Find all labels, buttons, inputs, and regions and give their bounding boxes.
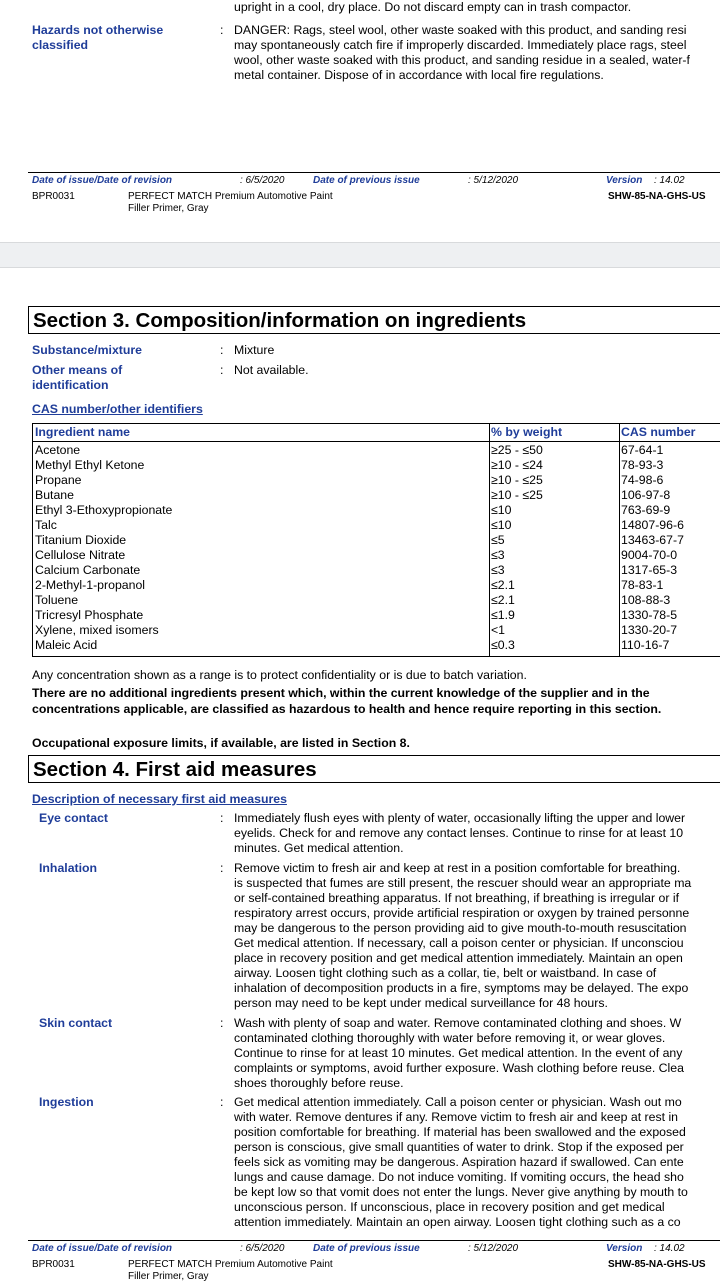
ingredient-weight: ≤5: [491, 533, 505, 547]
ingredients-table: [32, 423, 720, 657]
ingredient-cas: 1330-78-5: [621, 608, 678, 622]
table-header: [33, 424, 720, 442]
ingredient-name: Tricresyl Phosphate: [35, 608, 144, 622]
footer-prev-label: Date of previous issue: [313, 1243, 420, 1254]
page-footer: [28, 172, 720, 223]
ingredient-cas: 1317-65-3: [621, 563, 678, 577]
footer-prev-label: Date of previous issue: [313, 175, 420, 186]
ingredient-name: Propane: [35, 473, 82, 487]
ingredient-weight: ≥10 - ≤24: [491, 458, 543, 472]
ingredient-cas: 9004-70-0: [621, 548, 678, 562]
ingredient-weight: ≤0.3: [491, 638, 515, 652]
ingredient-cas: 110-16-7: [621, 638, 670, 652]
footer-issue-label: Date of issue/Date of revision: [32, 1243, 173, 1254]
ingredient-weight: ≥10 - ≤25: [491, 473, 543, 487]
ingredient-weight: ≥25 - ≤50: [491, 443, 543, 457]
ingredient-weight: ≤2.1: [491, 578, 515, 592]
other-means-label: Other means of identification: [32, 363, 123, 392]
ingredient-name: 2-Methyl-1-propanol: [35, 578, 146, 592]
page-gap: [0, 242, 720, 268]
ingredient-cas: 106-97-8: [621, 488, 671, 502]
ingredient-cas: 78-93-3: [621, 458, 664, 472]
ingredient-name: Butane: [35, 488, 74, 502]
footer-version-label: Version: [606, 175, 643, 186]
inhalation-text: Remove victim to fresh air and keep at rest in a position comfortable for breathing. is suspected that fumes are still present, the rescuer should wear an appropriate ma or self-contained breathing apparatus. If not breathing, if breathing is irregular or if respiratory arrest occurs, provide artificial respiration or oxygen by trained personne may be dangerous to the person providing aid to give mouth-to-mouth resuscitation Get medical attention. If necessary, call a poison center or physician. If unconsciou place in recovery position and get medical attention immediately. Maintain an open airway. Loosen tight clothing such as a collar, tie, belt or waistband. In case of inhalation of decomposition products in a fire, symptoms may be delayed. The expo person may need to be kept under medical surveillance for 48 hours.: [234, 861, 692, 1010]
ingredient-cas: 1330-20-7: [621, 623, 678, 637]
footer-prev-date: : 5/12/2020: [468, 175, 519, 186]
footer-doc-id: SHW-85-NA-GHS-US: [608, 191, 706, 202]
ingredient-weight: ≤3: [491, 548, 505, 562]
ingredient-cas: 14807-96-6: [621, 518, 684, 532]
hazards-label: Hazards not otherwise classified: [32, 23, 164, 52]
ingredient-weight: ≤2.1: [491, 593, 515, 607]
ingredient-name: Ethyl 3-Ethoxypropionate: [35, 503, 173, 517]
header-weight: % by weight: [491, 425, 563, 439]
section4-title: Section 4. First aid measures: [28, 755, 720, 783]
ingredient-name: Calcium Carbonate: [35, 563, 141, 577]
ingredient-weight: ≥10 - ≤25: [491, 488, 543, 502]
header-ingredient: Ingredient name: [35, 425, 130, 439]
skin-contact-label: Skin contact: [39, 1016, 113, 1030]
first-aid-description-link[interactable]: Description of necessary first aid measures: [32, 792, 287, 806]
ingredient-name: Methyl Ethyl Ketone: [35, 458, 145, 472]
footer-code: BPR0031: [32, 1259, 75, 1270]
additional-ingredients-note: There are no additional ingredients present which, within the current knowledge of the supplier and in the concentrations applicable, are classified as hazardous to health and hence require reporting in this section.: [32, 686, 662, 716]
ingestion-text: Get medical attention immediately. Call a poison center or physician. Wash out mo with water. Remove dentures if any. Remove victim to fresh air and keep at rest in position comfortable for breathing. If material has been swallowed and the exposed person is conscious, give small quantities of water to drink. Stop if the exposed per feels sick as vomiting may be dangerous. Aspiration hazard if swallowed. Can ente lungs and cause damage. Do not induce vomiting. If vomiting occurs, the head sho be kept low so that vomit does not enter the lungs. Never give anything by mouth to unconscious person. If unconscious, place in recovery position and get medical attention immediately. Maintain an open airway. Loosen tight clothing such as a co: [234, 1095, 688, 1229]
ingredient-cas: 74-98-6: [621, 473, 664, 487]
other-means-value: Not available.: [234, 363, 309, 377]
ingestion-label: Ingestion: [39, 1095, 94, 1109]
skin-contact-text: Wash with plenty of soap and water. Remove contaminated clothing and shoes. W contaminated clothing thoroughly with water before removing it, or wear gloves. Continue to rinse for at least 10 minutes. Get medical attention. In the event of any complaints or symptoms, avoid further exposure. Wash clothing before reuse. Clea shoes thoroughly before reuse.: [234, 1016, 684, 1090]
eye-contact-text: Immediately flush eyes with plenty of water, occasionally lifting the upper and lower eyelids. Check for and remove any contact lenses. Continue to rinse for at least 10 minutes. Get medical attention.: [234, 811, 686, 855]
page-footer-2: [28, 1240, 720, 1281]
ingredient-cas: 763-69-9: [621, 503, 671, 517]
footer-version-value: : 14.02: [654, 1243, 685, 1254]
cas-identifiers-link[interactable]: CAS number/other identifiers: [32, 402, 203, 416]
footer-product-line2: Filler Primer, Gray: [128, 203, 209, 214]
footer-code: BPR0031: [32, 191, 75, 202]
header-cas: CAS number: [621, 425, 696, 439]
ingredient-weight: ≤10: [491, 503, 512, 517]
ingredient-weight: <1: [491, 623, 506, 637]
ingredient-name: Titanium Dioxide: [35, 533, 127, 547]
footer-product-line2: Filler Primer, Gray: [128, 1271, 209, 1282]
section3-title: Section 3. Composition/information on ingredients: [28, 306, 720, 334]
ingredient-name: Acetone: [35, 443, 81, 457]
ingredient-name: Maleic Acid: [35, 638, 98, 652]
inhalation-label: Inhalation: [39, 861, 98, 875]
footer-version-label: Version: [606, 1243, 643, 1254]
ingredient-weight: ≤3: [491, 563, 505, 577]
footer-issue-label: Date of issue/Date of revision: [32, 175, 173, 186]
footer-product-line1: PERFECT MATCH Premium Automotive Paint: [128, 191, 333, 202]
ingredient-weight: ≤1.9: [491, 608, 515, 622]
ingredient-cas: 67-64-1: [621, 443, 664, 457]
substance-value: Mixture: [234, 343, 275, 357]
ingredient-name: Cellulose Nitrate: [35, 548, 126, 562]
footer-product-line1: PERFECT MATCH Premium Automotive Paint: [128, 1259, 333, 1270]
range-note: Any concentration shown as a range is to protect confidentiality or is due to batch variation.: [32, 668, 527, 682]
footer-version-value: : 14.02: [654, 175, 685, 186]
storage-text-tail: upright in a cool, dry place. Do not discard empty can in trash compactor.: [234, 0, 632, 14]
table-body: [33, 442, 720, 656]
footer-doc-id: SHW-85-NA-GHS-US: [608, 1259, 706, 1270]
document-page-previous: upright in a cool, dry place. Do not discard empty can in trash compactor. Hazards not otherwise classified : DANGER: Rags, steel wool, other waste soaked with this product, and sanding resi may spontaneously catch fire if improperly discarded. Immediately place rags, steel wool, other waste soaked with this product, and sanding residue in a sealed, water-f metal container. Dispose of in accordance with local fire regulations. Date of issue/Date of revision : 6/5/2020 Date of previous issue : 5/12/2020 Version : 14.02 BPR0031 PERFECT MATCH Premium Automotive Paint Filler Primer, Gray SHW-85-NA-GHS-US: [0, 0, 720, 242]
ingredient-cas: 108-88-3: [621, 593, 671, 607]
substance-label: Substance/mixture: [32, 343, 143, 357]
ingredient-weight: ≤10: [491, 518, 512, 532]
ingredient-name: Talc: [35, 518, 57, 532]
exposure-note: Occupational exposure limits, if available, are listed in Section 8.: [32, 736, 410, 750]
ingredient-cas: 13463-67-7: [621, 533, 684, 547]
hazards-text: DANGER: Rags, steel wool, other waste soaked with this product, and sanding resi may spontaneously catch fire if improperly discarded. Immediately place rags, steel wool, other waste soaked with this product, and sanding residue in a sealed, water-f metal container. Dispose of in accordance with local fire regulations.: [234, 23, 690, 82]
ingredient-cas: 78-83-1: [621, 578, 664, 592]
footer-prev-date: : 5/12/2020: [468, 1243, 519, 1254]
footer-issue-date: : 6/5/2020: [240, 1243, 285, 1254]
ingredient-name: Toluene: [35, 593, 79, 607]
eye-contact-label: Eye contact: [39, 811, 109, 825]
footer-issue-date: : 6/5/2020: [240, 175, 285, 186]
ingredient-name: Xylene, mixed isomers: [35, 623, 159, 637]
